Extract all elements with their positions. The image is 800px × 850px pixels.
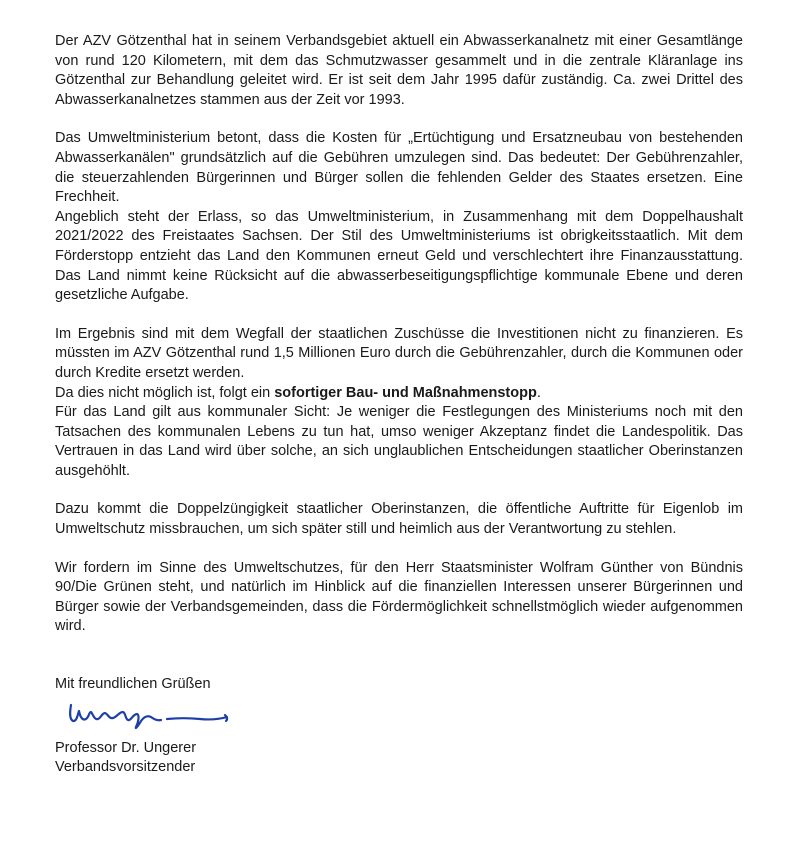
signature-icon bbox=[55, 697, 743, 737]
signer-name: Professor Dr. Ungerer bbox=[55, 739, 197, 756]
paragraph-intro: Der AZV Götzenthal hat in seinem Verbandsgebiet aktuell ein Abwasserkanalnetz mit einer Gesamtlänge von rund 120 Kilometern, mit dem das Schmutzwasser gesammelt und in die zentrale Kläranlage ins Götzenthal zur Behandlung geleitet wird. Er ist seit dem Jahr 1995 dafür zuständig. Ca. zwei Drittel des Abwasserkanalnetzes stammen aus der Zeit vor 1993. bbox=[55, 33, 743, 108]
paragraph-municipal-view: Für das Land gilt aus kommunaler Sicht: Je weniger die Festlegungen des Ministeriums noch mit den Tatsachen des kommunalen Lebens zu tun hat, umso weniger Akzeptanz findet die Landespolitik. Das Vertrauen in das Land wird über solche, an sich unglaublichen Entscheidungen staatlicher Oberinstanzen ausgehöhlt. bbox=[55, 404, 743, 479]
letter-body bbox=[55, 32, 743, 778]
paragraph-result: Im Ergebnis sind mit dem Wegfall der staatlichen Zuschüsse die Investitionen nicht zu finanzieren. Es müssten im AZV Götzenthal rund 1,5 Millionen Euro durch die Gebührenzahler, durch die Kommunen oder durch Kredite ersetzt werden. bbox=[55, 325, 743, 381]
paragraph-decree: Angeblich steht der Erlass, so das Umweltministerium, in Zusammenhang mit dem Doppelhaushalt 2021/2022 des Freistaates Sachsen. Der Stil des Umweltministeriums ist obrigkeitsstaatlich. Mit dem Förderstopp entzieht das Land den Kommunen erneut Geld und verschlechtert ihre Finanzausstattung. Das Land nimmt keine Rücksicht auf die abwasserbeseitigungspflichtige kommunale Ebene und deren gesetzliche Aufgabe. bbox=[55, 208, 743, 304]
construction-stop-prefix: Da dies nicht möglich ist, folgt ein bbox=[55, 384, 275, 401]
paragraph-ministry-costs: Das Umweltministerium betont, dass die Kosten für „Ertüchtigung und Ersatzneubau von bestehenden Abwasserkanälen" grundsätzlich auf die Gebühren umzulegen sind. Das bedeutet: Der Gebührenzahler, die steuerzahlenden Bürgerinnen und Bürger sollen die fehlenden Gelder des Staates ersetzen. Eine Frechheit. bbox=[55, 130, 743, 206]
construction-stop-suffix: . bbox=[536, 384, 541, 401]
paragraph-demand: Wir fordern im Sinne des Umweltschutzes, für den Herr Staatsminister Wolfram Günther von Bündnis 90/Die Grünen steht, und natürlich im Hinblick auf die finanziellen Interessen unserer Bürgerinnen und Bürger sowie der Verbandsgemeinden, dass die Fördermöglichkeit schnellstmöglich wieder aufgenommen wird. bbox=[55, 559, 743, 635]
signer-title: Verbandsvorsitzender bbox=[55, 759, 196, 776]
paragraph-double-standards: Dazu kommt die Doppelzüngigkeit staatlicher Oberinstanzen, die öffentliche Auftritte für Eigenlob im Umweltschutz missbrauchen, um sich später still und heimlich aus der Verantwortung zu stehlen. bbox=[55, 501, 743, 538]
paragraph-construction-stop bbox=[55, 384, 743, 404]
closing-salutation: Mit freundlichen Grüßen bbox=[55, 676, 211, 693]
construction-stop-emphasis: sofortiger Bau- und Maßnahmenstopp bbox=[274, 384, 537, 401]
